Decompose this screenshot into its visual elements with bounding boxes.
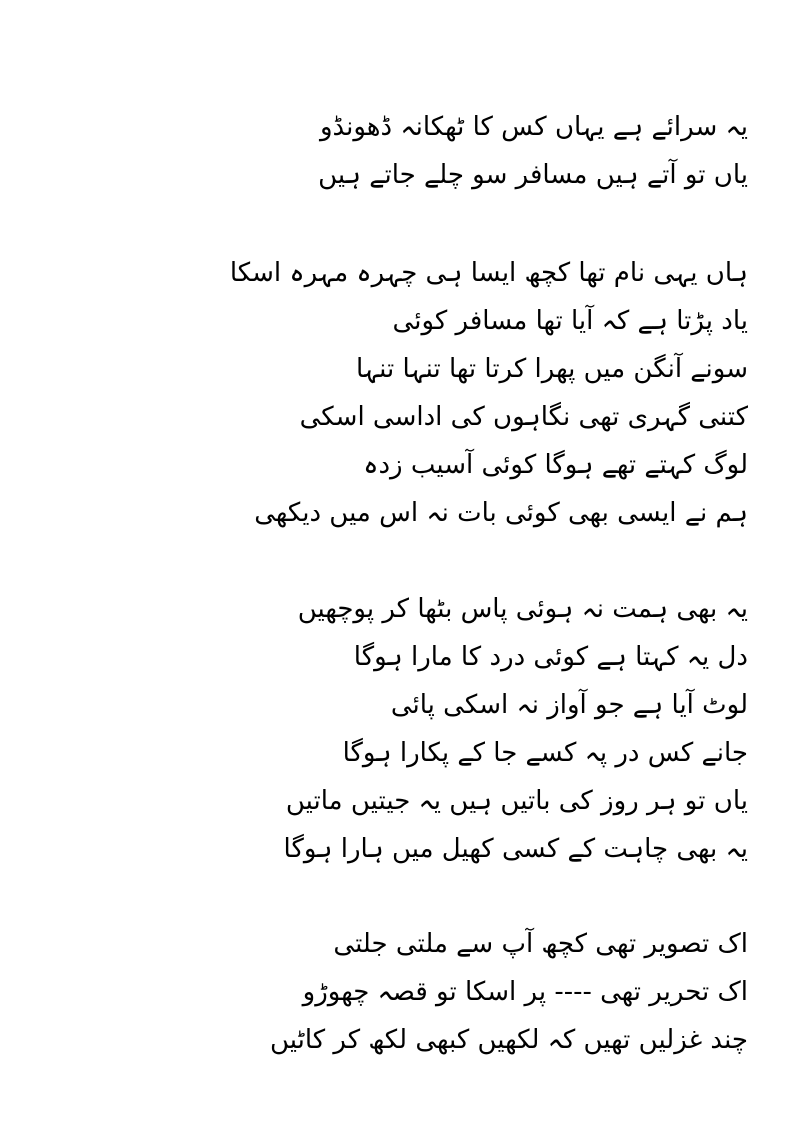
poem-line: اک تحریر تھی ---- پر اسکا تو قصہ چھوڑو bbox=[302, 977, 748, 1007]
stanza-3 bbox=[48, 585, 748, 873]
poem-line: ہم نے ایسی بھی کوئی بات نہ اس میں دیکھی bbox=[254, 498, 748, 528]
stanza-4 bbox=[48, 920, 748, 1064]
poem-line: سونے آنگن میں پھرا کرتا تھا تنہا تنہا bbox=[355, 354, 748, 384]
poem-line: یہ بھی ہمت نہ ہوئی پاس بٹھا کر پوچھیں bbox=[297, 594, 748, 624]
poem-line: ہاں یہی نام تھا کچھ ایسا ہی چہرہ مہرہ اسکا bbox=[229, 258, 748, 288]
poem-line: دل یہ کہتا ہے کوئی درد کا مارا ہوگا bbox=[353, 642, 748, 672]
poem-line: یہ بھی چاہت کے کسی کھیل میں ہارا ہوگا bbox=[283, 834, 748, 864]
poem-line: جانے کس در پہ کسے جا کے پکارا ہوگا bbox=[342, 738, 748, 768]
poem-line: کتنی گہری تھی نگاہوں کی اداسی اسکی bbox=[299, 402, 748, 432]
stanza-1 bbox=[48, 103, 748, 199]
poem-line: یاں تو ہر روز کی باتیں ہیں یہ جیتیں ماتیں bbox=[285, 786, 748, 816]
poem-line: اک تصویر تھی کچھ آپ سے ملتی جلتی bbox=[333, 929, 748, 959]
poem-line: یاں تو آتے ہیں مسافر سو چلے جاتے ہیں bbox=[318, 160, 748, 190]
poem-line: یاد پڑتا ہے کہ آیا تھا مسافر کوئی bbox=[392, 306, 748, 336]
poem-line: لوٹ آیا ہے جو آواز نہ اسکی پائی bbox=[390, 690, 748, 720]
poem-line: چند غزلیں تھیں کہ لکھیں کبھی لکھ کر کاٹیں bbox=[269, 1025, 748, 1055]
poem-line: لوگ کہتے تھے ہوگا کوئی آسیب زدہ bbox=[363, 450, 748, 480]
poem-line: یہ سرائے ہے یہاں کس کا ٹھکانہ ڈھونڈو bbox=[319, 112, 748, 142]
stanza-2 bbox=[48, 249, 748, 537]
